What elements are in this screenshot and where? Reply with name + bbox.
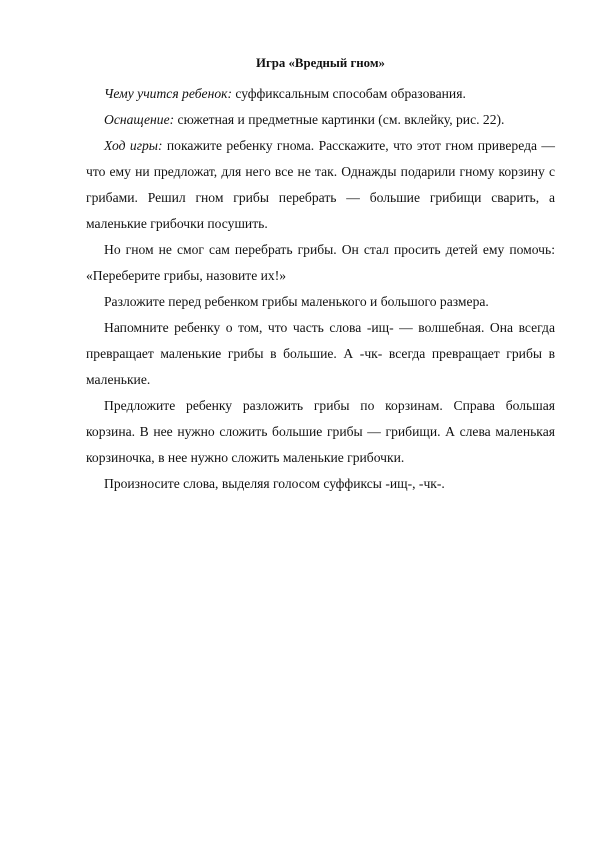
equipment-text: сюжетная и предметные картинки (см. вклейку, рис. 22).: [174, 112, 505, 127]
pronounce-words-text: Произносите слова, выделяя голосом суффиксы -ищ-, -чк-.: [104, 476, 445, 491]
game-procedure-text: покажите ребенку гнома. Расскажите, что этот гном привереда — что ему ни предложат, для него все не так. Однажды подарили гному корзину с грибами. Решил гном грибы перебрать — большие грибищи сварить, а маленькие грибочки посушить.: [86, 138, 555, 231]
suffix-reminder-text: Напомните ребенку о том, что часть слова -ищ- — волшебная. Она всегда превращает маленькие грибы в большие. А -чк- всегда превращает грибы в маленькие.: [86, 320, 555, 387]
sort-into-baskets-text: Предложите ребенку разложить грибы по корзинам. Справа большая корзина. В нее нужно сложить большие грибы — грибищи. А слева маленькая корзиночка, в нее нужно сложить маленькие грибочки.: [86, 398, 555, 465]
gnome-request-text: Но гном не смог сам перебрать грибы. Он стал просить детей ему помочь: «Переберите грибы, назовите их!»: [86, 242, 555, 283]
paragraph-sort-into-baskets: [86, 393, 555, 471]
document-page: [86, 50, 555, 497]
game-procedure-label: Ход игры:: [104, 138, 163, 153]
game-title: Игра «Вредный гном»: [256, 56, 385, 70]
learning-goal-text: суффиксальным способам образования.: [232, 86, 466, 101]
paragraph-game-procedure: [86, 133, 555, 237]
paragraph-pronounce-words: [86, 471, 555, 497]
paragraph-lay-out-mushrooms: [86, 289, 555, 315]
paragraph-gnome-request: [86, 237, 555, 289]
equipment-label: Оснащение:: [104, 112, 175, 127]
paragraph-suffix-reminder: [86, 315, 555, 393]
paragraph-learning-goal: [86, 81, 555, 107]
paragraph-equipment: [86, 107, 555, 133]
learning-goal-label: Чему учится ребенок:: [104, 86, 232, 101]
lay-out-mushrooms-text: Разложите перед ребенком грибы маленького и большого размера.: [104, 294, 489, 309]
